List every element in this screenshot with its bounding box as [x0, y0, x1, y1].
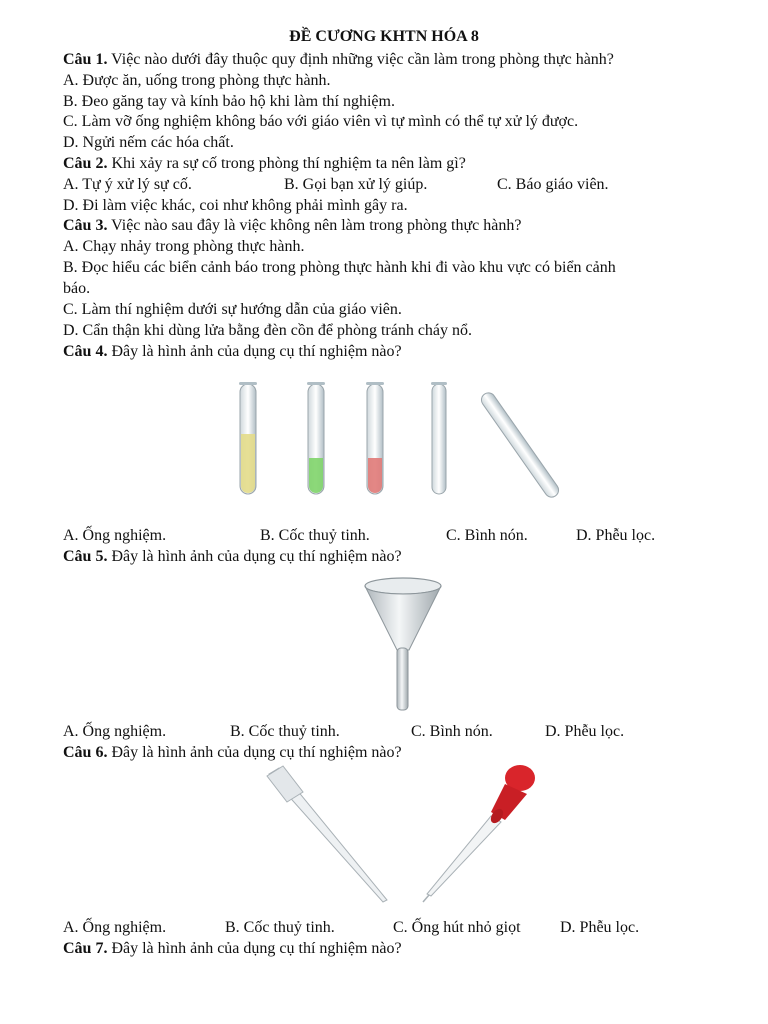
question-4-option-c: C. Bình nón.	[446, 527, 528, 544]
question-2-option-b: B. Gọi bạn xử lý giúp.	[284, 176, 428, 193]
question-2-text: Khi xảy ra sự cố trong phòng thí nghiệm ta nên làm gì?	[107, 155, 466, 172]
question-2-option-a: A. Tự ý xử lý sự cố.	[63, 176, 192, 193]
question-1-text: Việc nào dưới đây thuộc quy định những việc cần làm trong phòng thực hành?	[107, 51, 614, 68]
question-5-option-c: C. Bình nón.	[411, 723, 493, 740]
question-5	[63, 547, 713, 567]
question-7-text: Đây là hình ảnh của dụng cụ thí nghiệm nào?	[107, 940, 402, 957]
question-6-text: Đây là hình ảnh của dụng cụ thí nghiệm nào?	[107, 744, 402, 761]
question-6-option-a: A. Ống nghiệm.	[63, 919, 167, 936]
question-6-option-d: D. Phễu lọc.	[560, 919, 640, 936]
question-5-label: Câu 5.	[63, 548, 108, 565]
question-5-option-b: B. Cốc thuỷ tinh.	[230, 723, 340, 740]
glass-dropper	[423, 765, 535, 902]
question-4	[63, 342, 713, 362]
question-5-option-d: D. Phễu lọc.	[545, 723, 625, 740]
question-2-label: Câu 2.	[63, 155, 108, 172]
test-tube-tilted	[479, 390, 562, 500]
test-tube-red	[366, 382, 384, 494]
question-2-option-c: C. Báo giáo viên.	[497, 176, 609, 193]
plastic-pipette	[267, 766, 387, 902]
question-3	[63, 216, 713, 236]
question-1-option-a: A. Được ăn, uống trong phòng thực hành.	[63, 72, 331, 89]
question-4-option-d: D. Phễu lọc.	[576, 527, 656, 544]
question-3-option-d: D. Cẩn thận khi dùng lửa bằng đèn cồn để phòng tránh cháy nổ.	[63, 322, 473, 339]
question-3-option-a: A. Chạy nhảy trong phòng thực hành.	[63, 238, 305, 255]
question-6-label: Câu 6.	[63, 744, 108, 761]
question-5-text: Đây là hình ảnh của dụng cụ thí nghiệm nào?	[107, 548, 402, 565]
test-tube-empty	[431, 382, 447, 494]
question-6-option-c: C. Ống hút nhỏ giọt	[393, 919, 521, 936]
question-3-option-c: C. Làm thí nghiệm dưới sự hướng dẫn của giáo viên.	[63, 301, 402, 318]
question-7	[63, 939, 713, 959]
question-1-label: Câu 1.	[63, 51, 108, 68]
question-4-option-b: B. Cốc thuỷ tinh.	[260, 527, 370, 544]
question-1-option-b: B. Đeo găng tay và kính bảo hộ khi làm thí nghiệm.	[63, 93, 395, 110]
test-tube-green	[307, 382, 325, 494]
question-7-label: Câu 7.	[63, 940, 108, 957]
droppers-image	[255, 760, 545, 910]
question-3-option-b-line-1: B. Đọc hiểu các biển cảnh báo trong phòng thực hành khi đi vào khu vực có biển cảnh	[63, 259, 616, 276]
question-3-option-b-line-2: báo.	[63, 280, 91, 297]
test-tube-yellow	[239, 382, 257, 494]
document-title: ĐỀ CƯƠNG KHTN HÓA 8	[289, 28, 479, 45]
question-5-option-a: A. Ống nghiệm.	[63, 723, 167, 740]
question-2	[63, 154, 713, 174]
question-2-option-d: D. Đi làm việc khác, coi như không phải mình gây ra.	[63, 197, 408, 214]
test-tubes-image	[220, 370, 580, 510]
question-6-option-b: B. Cốc thuỷ tinh.	[225, 919, 335, 936]
question-4-label: Câu 4.	[63, 343, 108, 360]
question-3-text: Việc nào sau đây là việc không nên làm trong phòng thực hành?	[107, 217, 522, 234]
question-1-option-d: D. Ngửi nếm các hóa chất.	[63, 134, 234, 151]
question-4-option-a: A. Ống nghiệm.	[63, 527, 167, 544]
question-1-option-c: C. Làm vỡ ống nghiệm không báo với giáo viên vì tự mình có thể tự xử lý được.	[63, 113, 579, 130]
question-1	[63, 50, 713, 70]
question-3-label: Câu 3.	[63, 217, 108, 234]
funnel-image	[330, 572, 476, 720]
question-4-text: Đây là hình ảnh của dụng cụ thí nghiệm nào?	[107, 343, 402, 360]
